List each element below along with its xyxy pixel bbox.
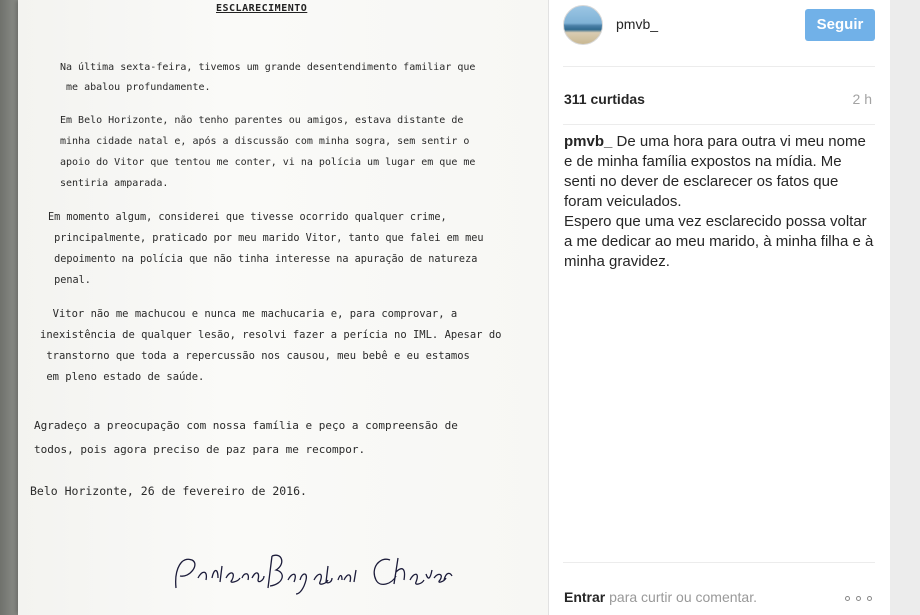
letter-paragraph-3: Em momento algum, considerei que tivesse ocorrido qualquer crime, principalmente, praticado por meu marido Vitor, tanto que falei em meu depoimento na polícia que não tinha interesse na apuração de natureza penal. bbox=[48, 212, 484, 286]
post-username[interactable]: pmvb_ bbox=[616, 16, 659, 32]
letter-paragraph-5: Agradeço a preocupação com nossa família e peço a compreensão de todos, pois agora preciso de paz para me recompor. bbox=[34, 419, 458, 456]
divider bbox=[563, 562, 875, 563]
ellipsis-dot bbox=[856, 596, 861, 601]
ellipsis-icon[interactable] bbox=[845, 596, 875, 602]
divider bbox=[563, 66, 875, 67]
letter-paragraph-1: Na última sexta-feira, tivemos um grande desentendimento familiar que me abalou profundamente. bbox=[60, 62, 476, 93]
signature-icon bbox=[168, 548, 458, 598]
post-caption bbox=[564, 132, 876, 272]
post-age: 2 h bbox=[852, 91, 872, 107]
page-gutter bbox=[890, 0, 920, 615]
login-prompt-text: para curtir ou comentar. bbox=[605, 589, 757, 605]
letter-paragraph-2: Em Belo Horizonte, não tenho parentes ou amigos, estava distante de minha cidade natal e, após a discussão com minha sogra, sem sentir o apoio do Vitor que tentou me conter, vi na polícia um lugar em que me sentiria amparada. bbox=[60, 115, 476, 189]
avatar[interactable] bbox=[563, 5, 603, 45]
follow-button[interactable]: Seguir bbox=[805, 9, 875, 41]
handwritten-signature bbox=[168, 548, 458, 598]
letter-paper bbox=[18, 0, 548, 615]
caption-username[interactable]: pmvb_ bbox=[564, 133, 613, 150]
login-prompt bbox=[564, 589, 757, 605]
likes-count[interactable]: 311 curtidas bbox=[564, 91, 645, 107]
divider bbox=[563, 124, 875, 125]
letter-paragraph-4: Vitor não me machucou e nunca me machucaria e, para comprovar, a inexistência de qualquer lesão, resolvi fazer a perícia no IML. Apesar do transtorno que toda a repercussão nos causou, meu bebê e eu estamos em pleno estado de saúde. bbox=[40, 308, 502, 383]
ellipsis-dot bbox=[845, 596, 850, 601]
photo-background-edge bbox=[0, 0, 18, 615]
login-link[interactable]: Entrar bbox=[564, 589, 606, 605]
letter-date-line: Belo Horizonte, 26 de fevereiro de 2016. bbox=[30, 484, 307, 498]
caption-text: De uma hora para outra vi meu nome e de minha família expostos na mídia. Me senti no dever de esclarecer os fatos que foram veiculados. Espero que uma vez esclarecido possa voltar a me dedicar ao meu marido, à minha filha e à minha gravidez. bbox=[564, 133, 874, 270]
letter-heading: ESCLARECIMENTO bbox=[216, 3, 308, 14]
ellipsis-dot bbox=[867, 596, 872, 601]
post-details-panel bbox=[548, 0, 890, 615]
